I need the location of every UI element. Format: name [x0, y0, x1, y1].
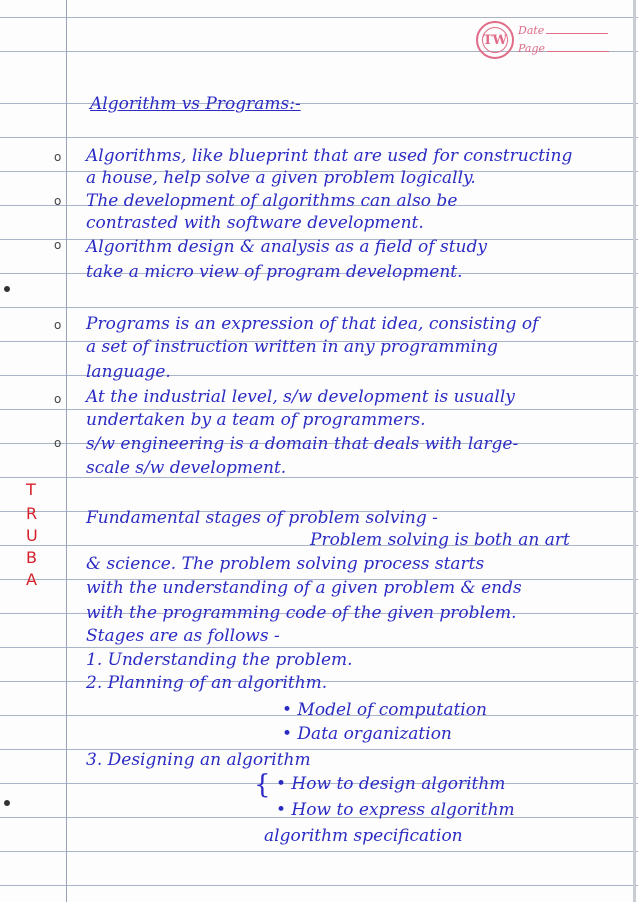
side-letter: B	[26, 548, 37, 567]
page-edge	[633, 0, 636, 902]
note-line: • Model of computation	[282, 700, 487, 720]
note-line: take a micro view of program development.	[86, 262, 463, 282]
page-label: Page	[518, 42, 546, 55]
note-line: • Data organization	[282, 724, 452, 744]
side-letter: R	[26, 504, 38, 523]
note-line: with the understanding of a given problem & ends	[86, 578, 522, 598]
bullet-mark: o	[54, 392, 62, 406]
note-line: a set of instruction written in any programming	[86, 337, 498, 357]
date-label: Date	[518, 24, 545, 37]
bullet-mark: o	[54, 194, 62, 208]
margin-line	[66, 0, 67, 902]
note-line: At the industrial level, s/w development is usually	[86, 387, 515, 407]
note-line: • How to design algorithm	[276, 774, 506, 794]
notes-title: Algorithm vs Programs:-	[90, 94, 301, 114]
bullet-mark: o	[54, 318, 62, 332]
note-line: Problem solving is both an art	[310, 530, 570, 550]
side-letter: T	[26, 480, 36, 499]
section-heading: Fundamental stages of problem solving -	[86, 508, 438, 528]
side-letter: A	[26, 570, 37, 589]
brace-mark: {	[254, 770, 271, 800]
note-line: contrasted with software development.	[86, 213, 424, 233]
binding-hole	[4, 800, 10, 806]
note-line: a house, help solve a given problem logically.	[86, 168, 476, 188]
bullet-mark: o	[54, 150, 62, 164]
date-field	[518, 24, 608, 37]
note-line: with the programming code of the given problem.	[86, 603, 517, 623]
note-line: scale s/w development.	[86, 458, 287, 478]
brand-logo	[476, 21, 514, 59]
binding-hole	[4, 286, 10, 292]
note-line: Stages are as follows -	[86, 626, 280, 646]
note-line: & science. The problem solving process starts	[86, 554, 485, 574]
note-line: 1. Understanding the problem.	[86, 650, 353, 670]
note-line: 3. Designing an algorithm	[86, 750, 311, 770]
note-line: Algorithm design & analysis as a field of study	[86, 237, 487, 257]
logo-text: TW	[482, 27, 508, 53]
note-line: The development of algorithms can also be	[86, 191, 458, 211]
bullet-mark: o	[54, 238, 62, 252]
note-line: s/w engineering is a domain that deals with large-	[86, 434, 519, 454]
note-line: Algorithms, like blueprint that are used for constructing	[86, 146, 573, 166]
page-field	[518, 42, 609, 55]
note-line: language.	[86, 362, 171, 382]
note-line: undertaken by a team of programmers.	[86, 410, 426, 430]
note-line: Programs is an expression of that idea, consisting of	[86, 314, 539, 334]
side-letter: U	[26, 526, 38, 545]
bullet-mark: o	[54, 436, 62, 450]
note-line: algorithm specification	[264, 826, 463, 846]
note-line: • How to express algorithm	[276, 800, 515, 820]
note-line: 2. Planning of an algorithm.	[86, 673, 328, 693]
